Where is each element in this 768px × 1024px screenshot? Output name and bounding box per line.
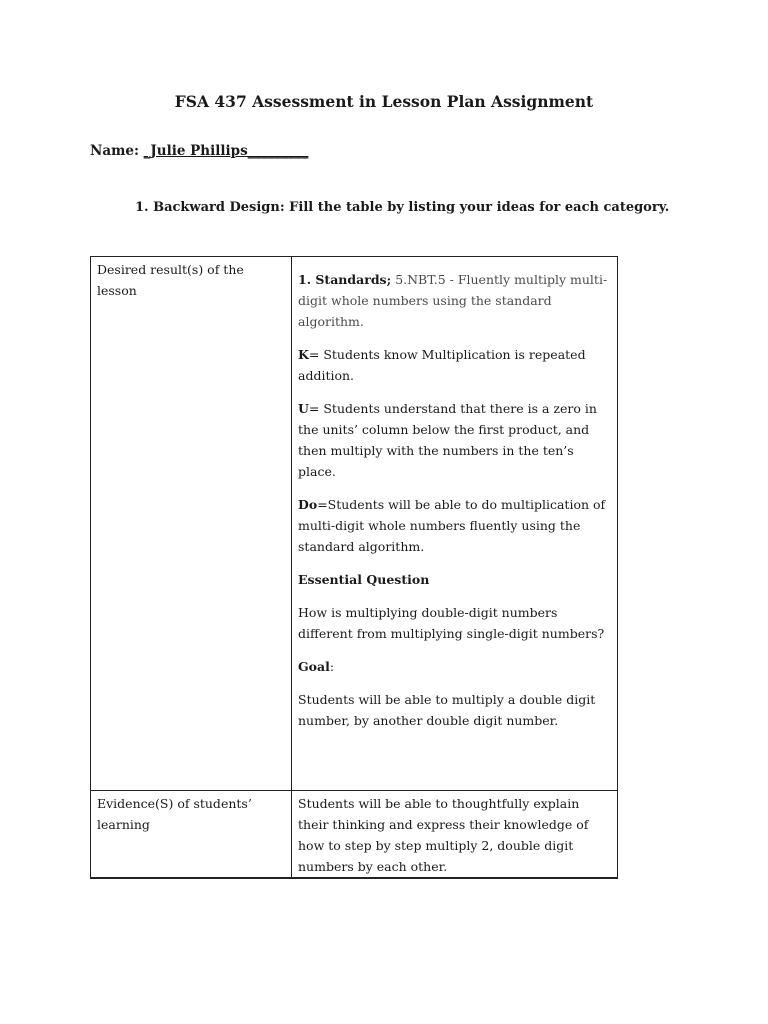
name-label: Name: bbox=[90, 143, 144, 159]
u-paragraph bbox=[298, 398, 611, 482]
instruction-text: 1. Backward Design: Fill the table by listing your ideas for each category. bbox=[135, 200, 670, 215]
backward-design-table bbox=[90, 256, 618, 879]
k-text: = Students know Multiplication is repeated addition. bbox=[298, 347, 586, 383]
goal-colon: : bbox=[329, 659, 335, 674]
name-line bbox=[90, 143, 308, 159]
table-row-evidence bbox=[91, 791, 618, 879]
table-row-desired-results bbox=[91, 257, 618, 791]
k-label: K bbox=[298, 347, 309, 362]
standards-paragraph bbox=[298, 269, 611, 332]
do-label: Do bbox=[298, 497, 318, 512]
desired-results-label: Desired result(s) of the lesson bbox=[91, 257, 292, 791]
standards-label: 1. Standards; bbox=[298, 272, 392, 287]
standards-text: 5.NBT.5 - Fluently multiply multi-digit whole numbers using the standard algorithm. bbox=[298, 272, 608, 329]
page-title: FSA 437 Assessment in Lesson Plan Assignment bbox=[174, 92, 594, 111]
name-value: _Julie Phillips_________ bbox=[143, 143, 309, 159]
evidence-content: Students will be able to thoughtfully explain their thinking and express their knowledge of how to step by step multiply 2, double digit numbers by each other. bbox=[292, 791, 618, 879]
goal-heading: Goal bbox=[298, 659, 330, 674]
k-paragraph bbox=[298, 344, 611, 386]
essential-question-text: How is multiplying double-digit numbers different from multiplying single-digit numbers? bbox=[298, 605, 605, 641]
desired-results-content bbox=[292, 257, 618, 791]
u-label: U bbox=[298, 401, 309, 416]
essential-question-heading: Essential Question bbox=[298, 572, 430, 587]
evidence-label: Evidence(S) of students’ learning bbox=[91, 791, 292, 879]
do-text: =Students will be able to do multiplication of multi-digit whole numbers fluently using the standard algorithm. bbox=[298, 497, 606, 554]
goal-text: Students will be able to multiply a double digit number, by another double digit number. bbox=[298, 692, 596, 728]
do-paragraph bbox=[298, 494, 611, 557]
u-text: = Students understand that there is a zero in the units’ column below the first product, and then multiply with the numbers in the ten’s place. bbox=[298, 401, 597, 479]
goal-heading-line bbox=[298, 656, 611, 677]
